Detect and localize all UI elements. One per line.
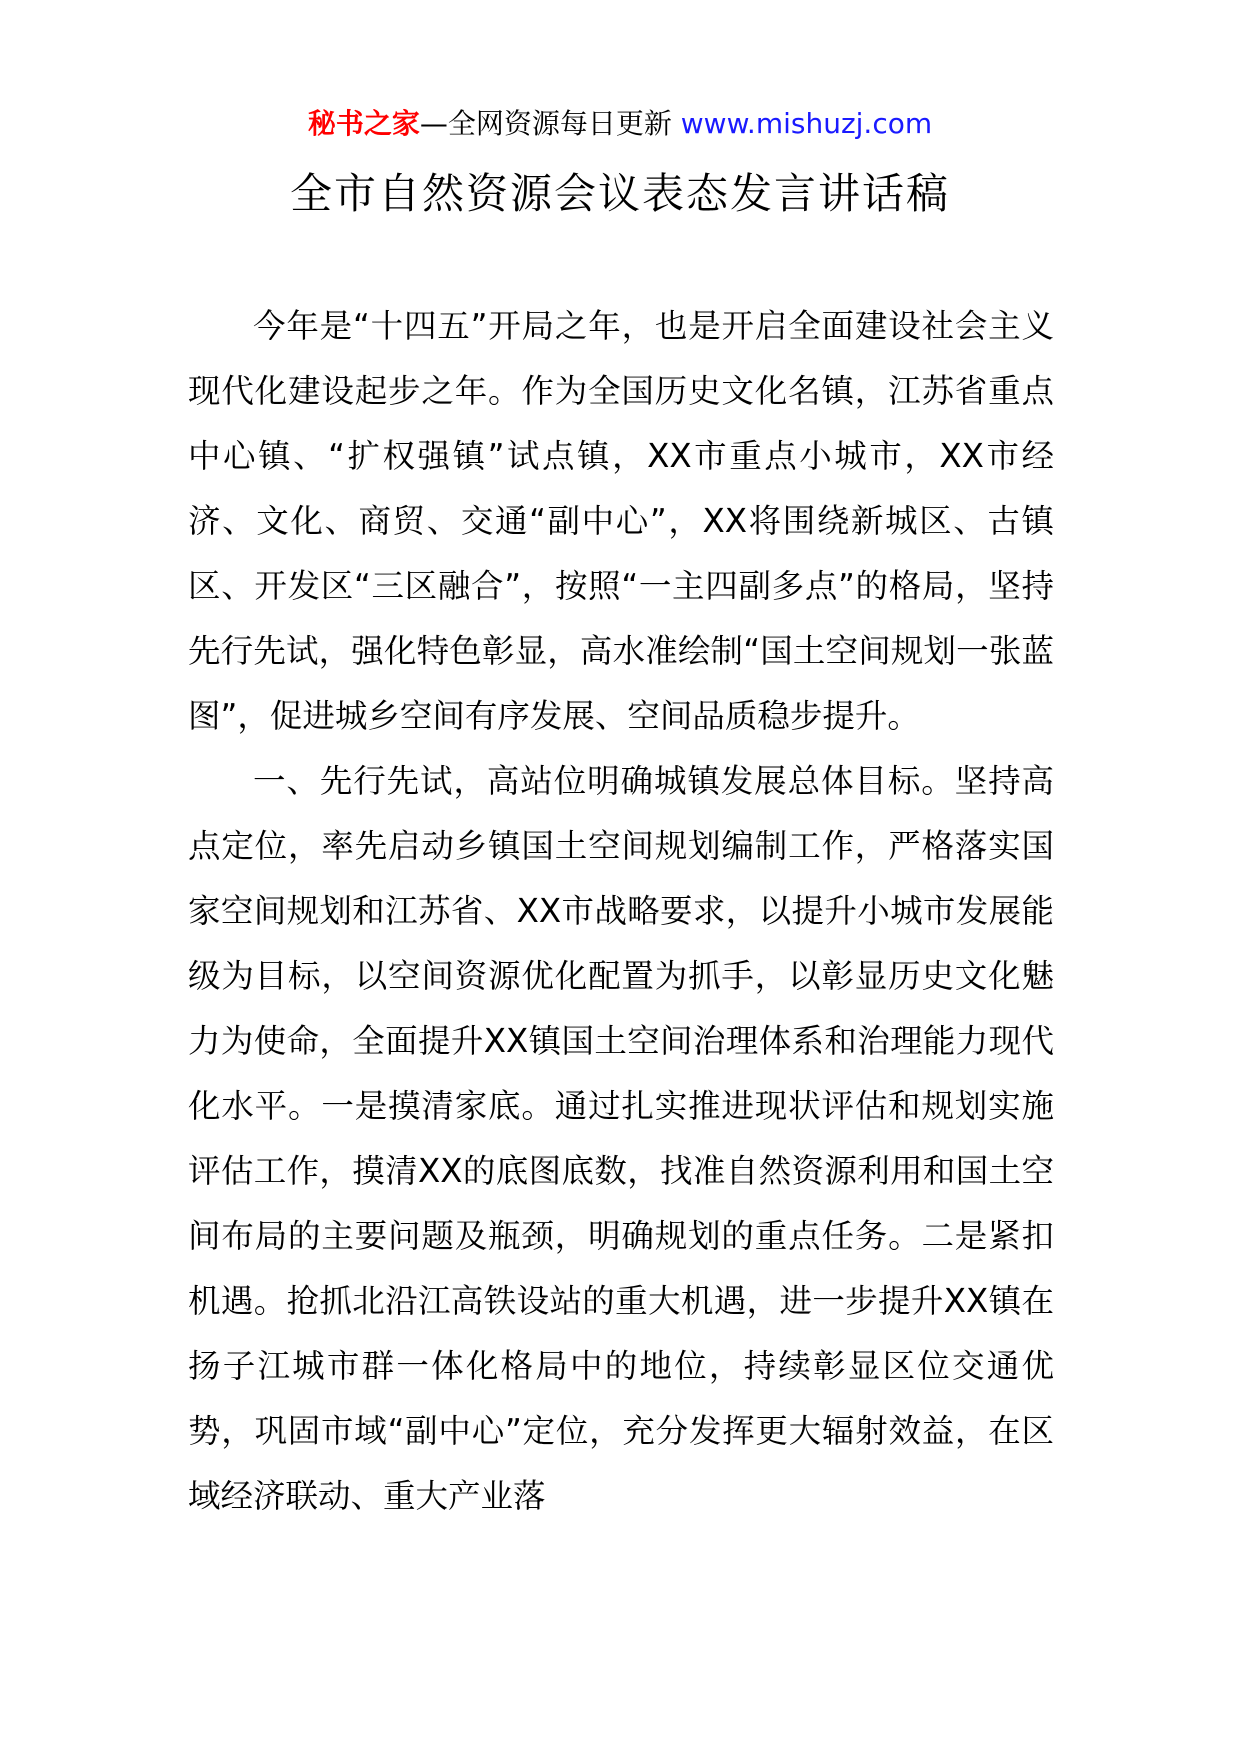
- document-body: [188, 294, 1054, 1529]
- brand-name: 秘书之家: [307, 107, 420, 140]
- document-title: 全市自然资源会议表态发言讲话稿: [289, 169, 950, 218]
- website-link[interactable]: www.mishuzj.com: [680, 107, 933, 140]
- watermark-header: [0, 104, 1240, 144]
- paragraph-section-one: 一、先行先试，高站位明确城镇发展总体目标。坚持高点定位，率先启动乡镇国土空间规划编制工作，严格落实国家空间规划和江苏省、XX市战略要求，以提升小城市发展能级为目标，以空间资源优化配置为抓手，以彰显历史文化魅力为使命，全面提升XX镇国土空间治理体系和治理能力现代化水平。一是摸清家底。通过扎实推进现状评估和规划实施评估工作，摸清XX的底图底数，找准自然资源利用和国土空间布局的主要问题及瓶颈，明确规划的重点任务。二是紧扣机遇。抢抓北沿江高铁设站的重大机遇，进一步提升XX镇在扬子江城市群一体化格局中的地位，持续彰显区位交通优势，巩固市域“副中心”定位，充分发挥更大辐射效益，在区域经济联动、重大产业落: [188, 762, 1054, 1515]
- paragraph-intro: 今年是“十四五”开局之年，也是开启全面建设社会主义现代化建设起步之年。作为全国历史文化名镇，江苏省重点中心镇、“扩权强镇”试点镇，XX市重点小城市，XX市经济、文化、商贸、交通“副中心”，XX将围绕新城区、古镇区、开发区“三区融合”，按照“一主四副多点”的格局，坚持先行先试，强化特色彰显，高水准绘制“国土空间规划一张蓝图”，促进城乡空间有序发展、空间品质稳步提升。: [188, 307, 1054, 735]
- header-slogan: —全网资源每日更新: [419, 107, 681, 140]
